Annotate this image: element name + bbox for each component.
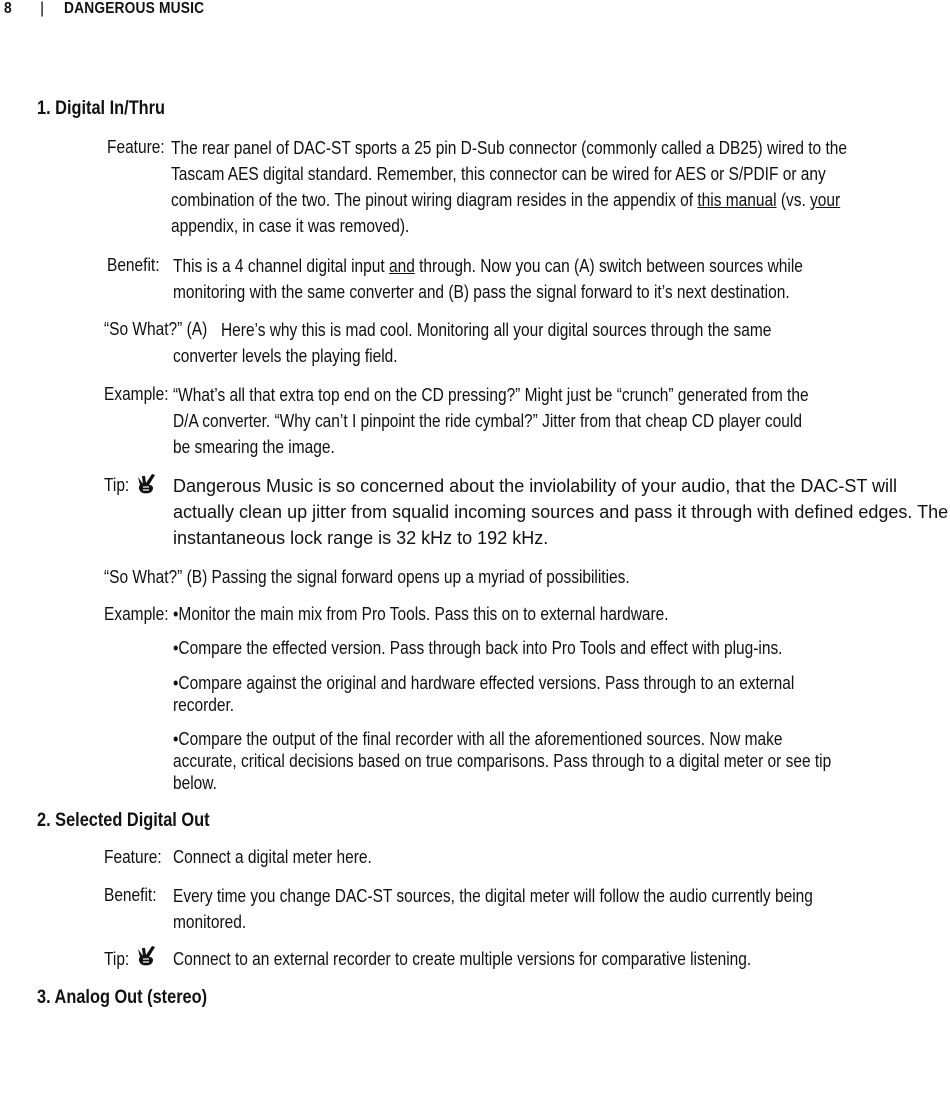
example-text: “What’s all that extra top end on the CD pressing?” Might just be “crunch” generated from the D/A converter. “Why can’t I pinpoint the ride cymbal?” Jitter from that cheap CD player could be smearing the image. [173, 385, 809, 457]
benefit-text: This is a 4 channel digital input and through. Now you can (A) switch between sources while monitoring with the same converter and (B) pass the signal forward to it’s next destination. [173, 256, 803, 302]
section-heading-digital-in-thru: 1. Digital In/Thru [37, 98, 166, 119]
feature-text-2: Connect a digital meter here. [173, 847, 372, 867]
bullet-item-4: •Compare the output of the final recorder with all the aforementioned sources. Now make accurate, critical decisions based on true comparisons. Pass through to a digital meter or see tip below. [173, 729, 832, 793]
so-what-b-text: “So What?” (B) Passing the signal forward opens up a myriad of possibilities. [104, 567, 630, 587]
benefit-label-2: Benefit: [104, 885, 157, 905]
bullet-item-3: •Compare against the original and hardware effected versions. Pass through to an external recorder. [173, 673, 795, 715]
example-label-2: Example: [104, 604, 169, 624]
header-separator: | [40, 0, 45, 17]
header-title: DANGEROUS MUSIC [64, 0, 205, 17]
your-link[interactable]: your [810, 190, 841, 210]
feature-label: Feature: [107, 137, 165, 157]
page-number: 8 [4, 0, 12, 17]
benefit-label: Benefit: [107, 255, 160, 275]
tip-text: Dangerous Music is so concerned about the inviolability of your audio, that the DAC-ST will actually clean up jitter from squalid incoming sources and pass it through with defined edges. The instantaneous lock range is 32 kHz to 192 kHz. [173, 476, 949, 548]
bullet-item-1: •Monitor the main mix from Pro Tools. Pass this on to external hardware. [173, 604, 669, 624]
so-what-a-text-cont: converter levels the playing field. [173, 346, 398, 366]
this-manual-link[interactable]: this manual [697, 190, 777, 210]
bullet-item-2: •Compare the effected version. Pass through back into Pro Tools and effect with plug-ins. [173, 638, 783, 658]
section-heading-selected-digital-out: 2. Selected Digital Out [37, 810, 210, 831]
benefit-text-2: Every time you change DAC-ST sources, the digital meter will follow the audio currently being monitored. [173, 886, 813, 932]
tip-label: Tip: [104, 475, 130, 495]
feature-label-2: Feature: [104, 847, 162, 867]
hand-peace-icon [134, 944, 158, 968]
section-heading-analog-out: 3. Analog Out (stereo) [37, 987, 208, 1008]
so-what-a-text: Here’s why this is mad cool. Monitoring all your digital sources through the same [221, 320, 772, 340]
example-label: Example: [104, 384, 169, 404]
hand-peace-icon [134, 472, 158, 496]
tip-text-2: Connect to an external recorder to create multiple versions for comparative listening. [173, 949, 752, 969]
feature-text: The rear panel of DAC-ST sports a 25 pin D-Sub connector (commonly called a DB25) wired to the Tascam AES digital standard. Remember, this connector can be wired for AES or S/PDIF or any combination of the two. The pinout wiring diagram resides in the appendix of this manual (vs. your appendix, in case it was removed). [171, 138, 848, 236]
so-what-a-label: “So What?” (A) [104, 319, 208, 339]
tip-label-2: Tip: [104, 949, 130, 969]
